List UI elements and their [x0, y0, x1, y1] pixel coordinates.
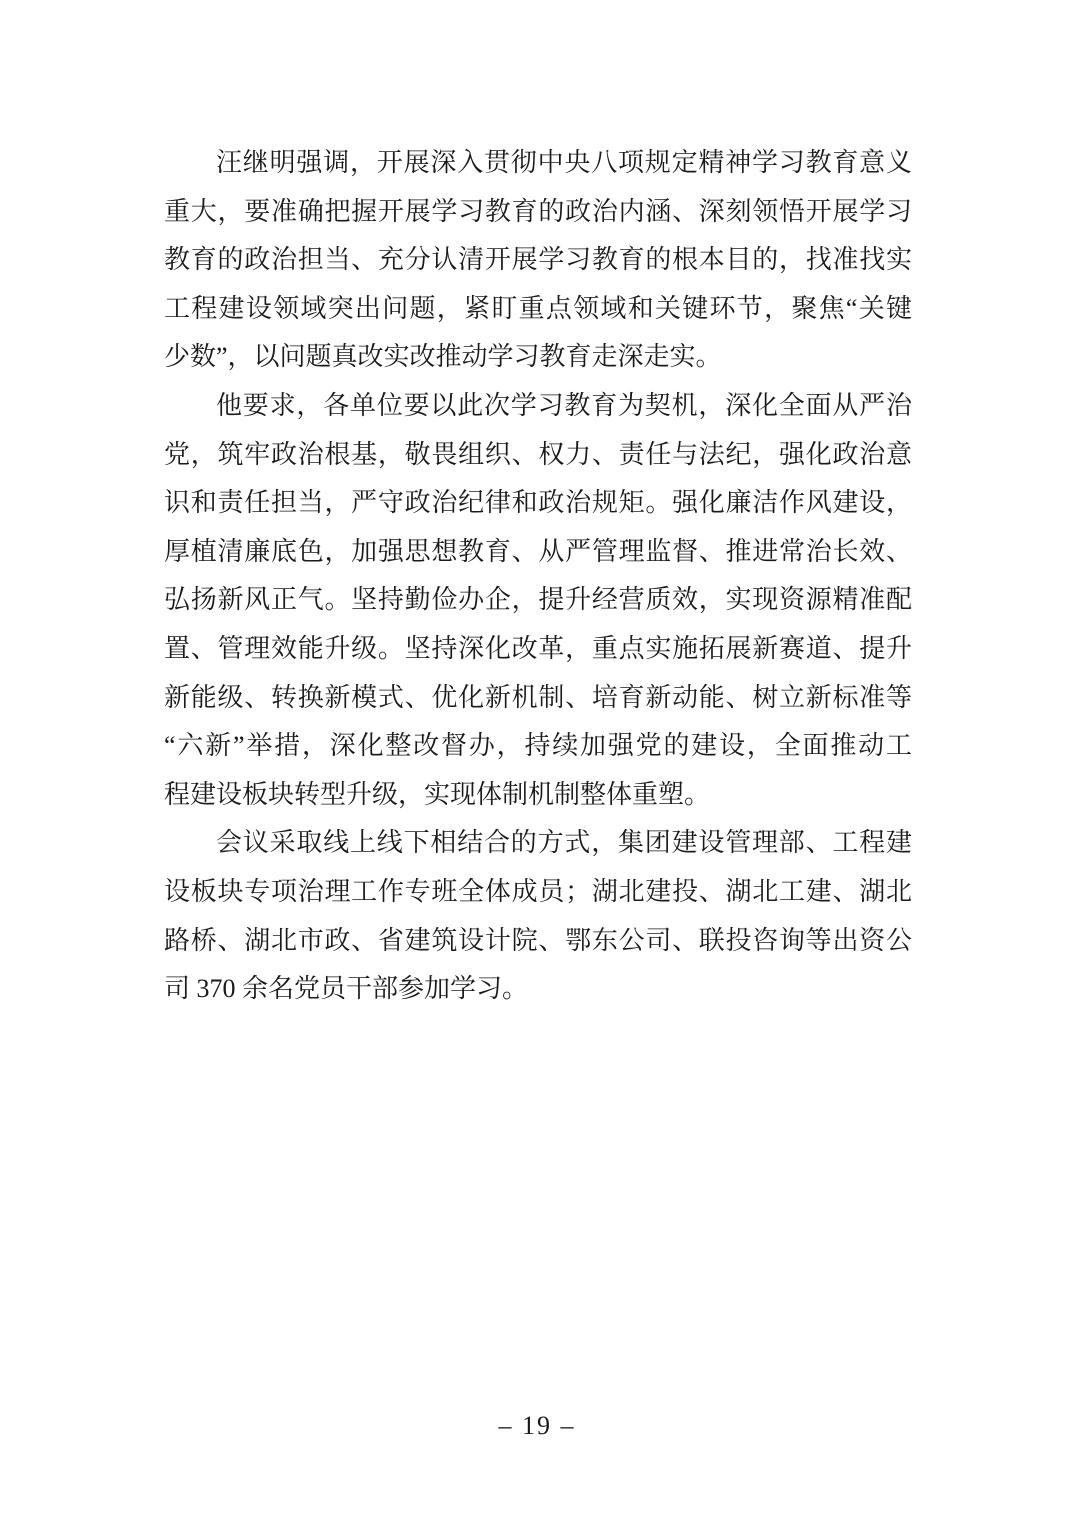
text-line: 会议采取线上线下相结合的方式，集团建设管理部、工程建: [216, 828, 912, 858]
text-line: 设板块专项治理工作专班全体成员；湖北建投、湖北工建、湖北: [164, 876, 912, 906]
paragraph-1: [164, 139, 912, 382]
text-line: 程建设板块转型升级，实现体制机制整体重塑。: [164, 779, 711, 809]
text-line: 教育的政治担当、充分认清开展学习教育的根本目的，找准找实: [164, 245, 912, 275]
text-line: 他要求，各单位要以此次学习教育为契机，深化全面从严治: [216, 390, 912, 420]
text-line: 汪继明强调，开展深入贯彻中央八项规定精神学习教育意义: [216, 148, 912, 177]
document-body: [164, 139, 912, 1014]
text-line: 路桥、湖北市政、省建筑设计院、鄂东公司、联投咨询等出资公: [164, 925, 912, 955]
text-line: 厚植清廉底色，加强思想教育、从严管理监督、推进常治长效、: [164, 536, 912, 566]
text-line: 司 370 余名党员干部参加学习。: [164, 974, 529, 1004]
text-line: 新能级、转换新模式、优化新机制、培育新动能、树立新标准等: [164, 682, 912, 712]
paragraph-2: [164, 382, 912, 819]
text-line: “六新”举措，深化整改督办，持续加强党的建设，全面推动工: [164, 731, 912, 761]
page-footer: [0, 1411, 1074, 1441]
text-line: 少数”，以问题真改实改推动学习教育走深走实。: [164, 342, 722, 372]
text-line: 置、管理效能升级。坚持深化改革，重点实施拓展新赛道、提升: [164, 633, 912, 663]
text-line: 弘扬新风正气。坚持勤俭办企，提升经营质效，实现资源精准配: [164, 585, 912, 615]
page-number: – 19 –: [498, 1411, 576, 1440]
text-line: 重大，要准确把握开展学习教育的政治内涵、深刻领悟开展学习: [164, 196, 912, 226]
text-line: 工程建设领域突出问题，紧盯重点领域和关键环节，聚焦“关键: [164, 293, 912, 323]
text-line: 党，筑牢政治根基，敬畏组织、权力、责任与法纪，强化政治意: [164, 439, 912, 469]
paragraph-3: [164, 819, 912, 1013]
text-line: 识和责任担当，严守政治纪律和政治规矩。强化廉洁作风建设，: [164, 488, 912, 518]
